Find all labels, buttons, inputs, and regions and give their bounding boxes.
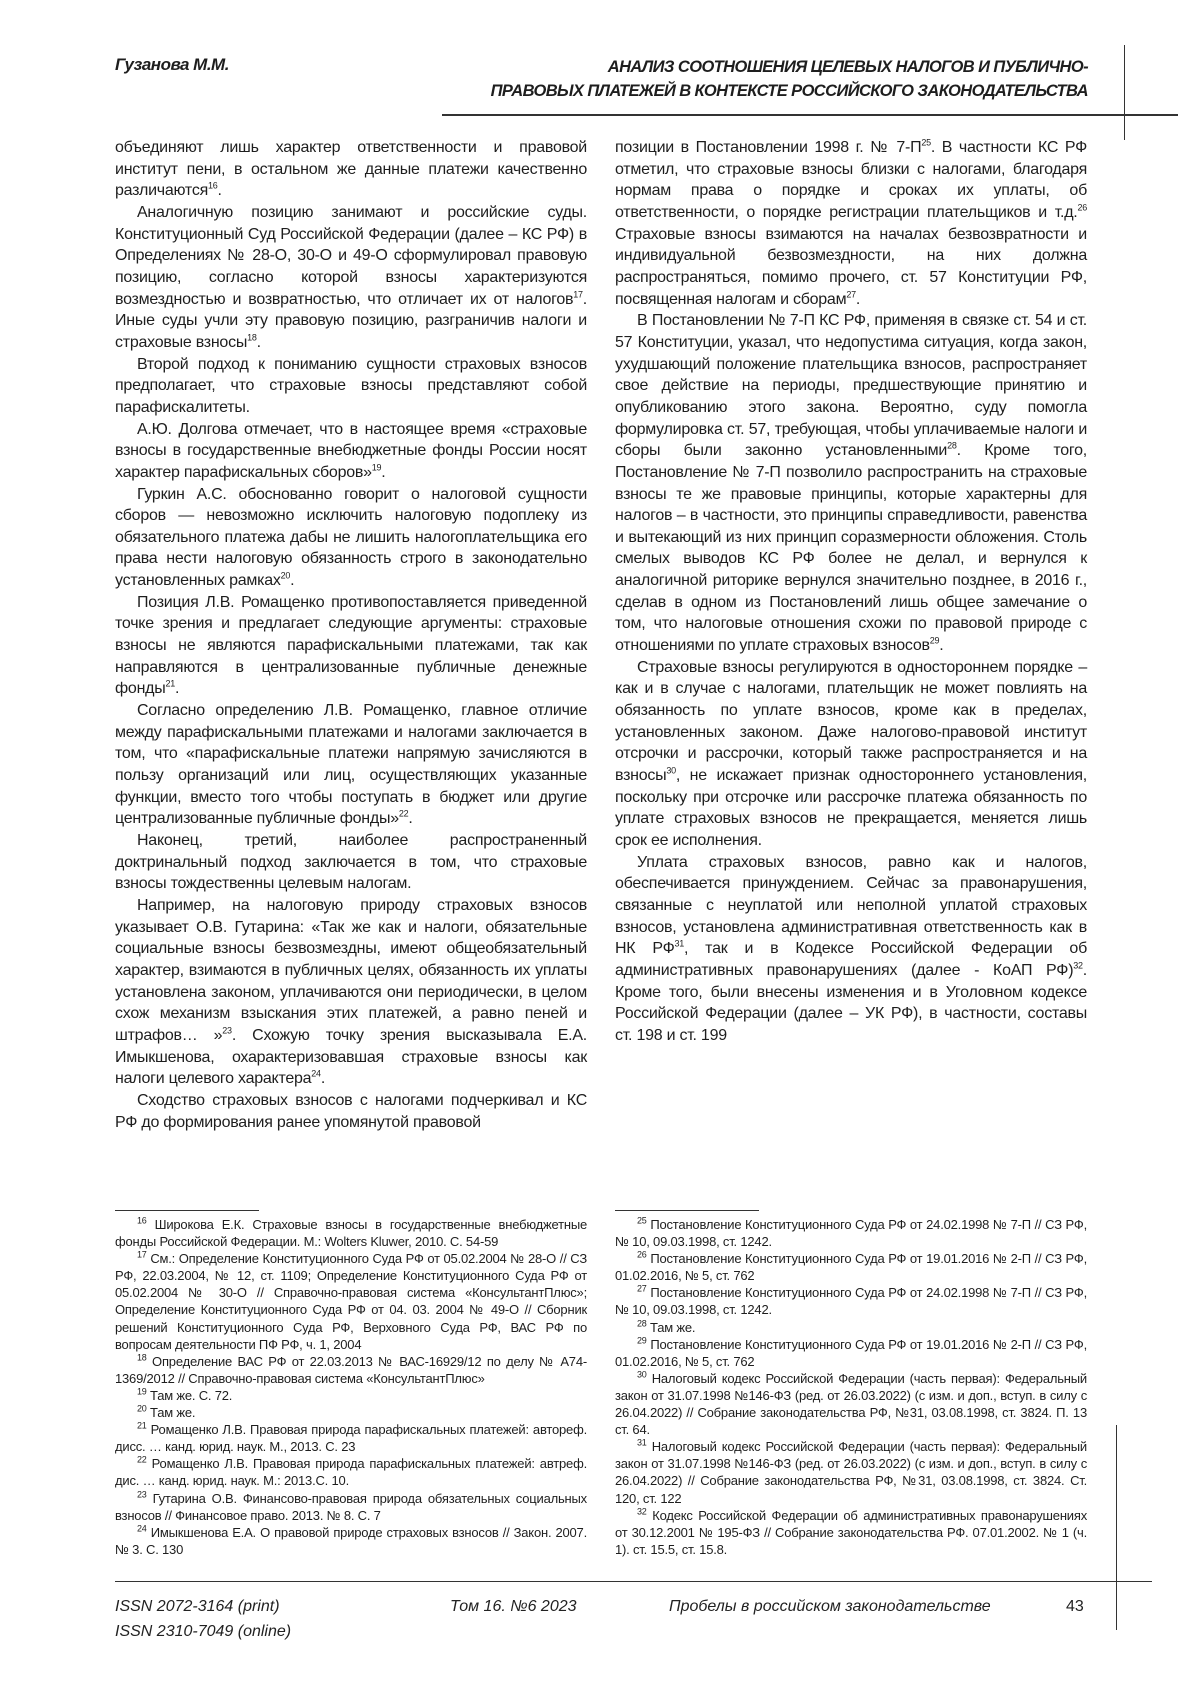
footnote — [115, 1524, 587, 1558]
paragraph-text: . В частности КС РФ отметил, что страховые взносы близки с налогами, благодаря нормам права о порядке и сроках их уплаты, об ответственности, о порядке регистрации плательщиков и т.д. — [615, 139, 1087, 221]
footnote — [115, 1421, 587, 1455]
footnote-number: 24 — [137, 1523, 147, 1533]
paragraph — [115, 137, 587, 202]
footnote — [115, 1216, 587, 1250]
left-column-body — [115, 137, 587, 1133]
footnote-ref: 24 — [311, 1069, 321, 1079]
footer-issn — [115, 1594, 291, 1644]
footnote-text: Имыкшенова Е.А. О правовой природе страховых взносов // Закон. 2007. № 3. С. 130 — [115, 1525, 587, 1557]
paragraph-text: . — [321, 1070, 325, 1087]
footnote-ref: 31 — [675, 939, 685, 949]
footnote — [115, 1250, 587, 1353]
footnote — [115, 1490, 587, 1524]
paragraph-text: . — [175, 680, 179, 697]
paragraph-text: . Иные суды учли эту правовую позицию, разграничив налоги и страховые взносы — [115, 291, 587, 351]
footnote — [615, 1284, 1087, 1318]
footnote-ref: 29 — [930, 636, 940, 646]
footnote-text: Ромащенко Л.В. Правовая природа парафискальных платежей: автореф. дисс. … канд. юрид. наук. М., 2013. С. 23 — [115, 1422, 587, 1454]
footnote-number: 28 — [637, 1318, 647, 1328]
footnote-text: Кодекс Российской Федерации об административных правонарушениях от 30.12.2001 № 195-ФЗ // Собрание законодательства РФ. 07.01.2002. № 1 (ч. 1). ст. 15.5, ст. 15.8. — [615, 1508, 1087, 1557]
footnote-number: 22 — [137, 1455, 147, 1465]
paragraph-text: Гуркин А.С. обоснованно говорит о налоговой сущности сборов — невозможно исключить налоговую подоплеку из обязательного платежа дабы не лишить налогоплательщика его права нести налоговую обязанность строго в законодательно установленных рамках — [115, 486, 587, 590]
paragraph — [115, 700, 587, 830]
footnote-ref: 21 — [165, 679, 175, 689]
footnote — [615, 1216, 1087, 1250]
paragraph — [115, 592, 587, 700]
paragraph — [115, 484, 587, 592]
footnote-number: 20 — [137, 1404, 147, 1414]
footnote-number: 19 — [137, 1387, 147, 1397]
header-rule — [442, 114, 1178, 116]
footnote-ref: 18 — [247, 333, 257, 343]
paragraph-text: . — [408, 810, 412, 827]
footnote-number: 18 — [137, 1352, 147, 1362]
issn-print: ISSN 2072-3164 (print) — [115, 1594, 291, 1619]
paragraph-text: . Схожую точку зрения высказывала Е.А. Имыкшенова, охарактеризовавшая страховые взносы как налоги целевого характера — [115, 1027, 587, 1087]
footnote-ref: 20 — [281, 571, 291, 581]
paragraph-text: , не искажает признак одностороннего установления, поскольку при отсрочке или рассрочке платежа обязанность по уплате страховых взносов не прекращается, меняется лишь срок ее исполнения. — [615, 767, 1087, 849]
paragraph-text: . — [218, 182, 222, 199]
footnote-ref: 19 — [372, 463, 382, 473]
footnote-text: Постановление Конституционного Суда РФ от 19.01.2016 № 2-П // СЗ РФ, 01.02.2016, № 5, ст. 762 — [615, 1337, 1087, 1369]
footer-volume: Том 16. №6 2023 — [450, 1594, 577, 1619]
paragraph — [115, 895, 587, 1090]
footnote-text: Определение ВАС РФ от 22.03.2013 № ВАС-16929/12 по делу № А74-1369/2012 // Справочно-правовая система «КонсультантПлюс» — [115, 1354, 587, 1386]
footnote-separator-left — [115, 1210, 259, 1211]
paragraph-text: . — [290, 572, 294, 589]
footnote-number: 32 — [637, 1506, 647, 1516]
title-line-2: ПРАВОВЫХ ПЛАТЕЖЕЙ В КОНТЕКСТЕ РОССИЙСКОГО ЗАКОНОДАТЕЛЬСТВА — [408, 79, 1088, 103]
footnote-text: Там же. — [650, 1320, 695, 1335]
footnote-ref: 32 — [1073, 961, 1083, 971]
footnote-text: Постановление Конституционного Суда РФ от 19.01.2016 № 2-П // СЗ РФ, 01.02.2016, № 5, ст. 762 — [615, 1251, 1087, 1283]
title-line-1: АНАЛИЗ СООТНОШЕНИЯ ЦЕЛЕВЫХ НАЛОГОВ И ПУБЛИЧНО- — [408, 55, 1088, 79]
footnote-ref: 17 — [573, 289, 583, 299]
paragraph — [615, 310, 1087, 657]
footnote-number: 21 — [137, 1421, 147, 1431]
paragraph-text: Второй подход к пониманию сущности страховых взносов предполагает, что страховые взносы представляют собой парафискалитеты. — [115, 356, 587, 416]
paragraph-text: . — [257, 334, 261, 351]
paragraph-text: Страховые взносы взимаются на началах безвозвратности и индивидуальной безвозмездности, на них должна распространяться, помимо прочего, ст. 57 Конституции РФ, посвященная налогам и сборам — [615, 226, 1087, 308]
footnotes-right — [615, 1216, 1087, 1558]
footnote-number: 29 — [637, 1335, 647, 1345]
paragraph-text: . Кроме того, Постановление № 7-П позволило распространить на страховые взносы те же правовые принципы, которые характерны для налогов – в частности, это принципы справедливости, равенства и вытекающий из них принцип соразмерности обложения. Столь смелых выводов КС РФ более не делал, и вернулся к аналогичной риторике вернулся значительно позднее, в 2016 г., сделав в одном из Постановлений лишь общее замечание о том, что налоговые отношения схожи по правовой природе с отношениями по уплате страховых взносов — [615, 442, 1087, 654]
paragraph — [115, 354, 587, 419]
paragraph-text: Сходство страховых взносов с налогами подчеркивал и КС РФ до формирования ранее упомянутой правовой — [115, 1092, 587, 1131]
right-column-body — [615, 137, 1087, 1047]
footnote — [615, 1370, 1087, 1438]
paragraph-text: Аналогичную позицию занимают и российские суды. Конституционный Суд Российской Федерации (далее – КС РФ) в Определениях № 28-О, 30-О и 49-О сформулировал правовую позицию, согласно которой взносы характеризуются возмездностью и возвратностью, что отличает их от налогов — [115, 204, 587, 308]
footnote-ref: 23 — [222, 1026, 232, 1036]
paragraph-text: . — [939, 637, 943, 654]
footnote-ref: 16 — [208, 181, 218, 191]
footnote — [115, 1404, 587, 1421]
footnote-text: Ромащенко Л.В. Правовая природа парафискальных платежей: автреф. дис. … канд. юрид. наук. М.: 2013.С. 10. — [115, 1456, 587, 1488]
footnote-ref: 30 — [666, 766, 676, 776]
footer-vertical-rule — [1116, 1425, 1117, 1630]
paragraph-text: Позиция Л.В. Ромащенко противопоставляется приведенной точке зрения и предлагает следующие аргументы: страховые взносы не являются парафискальными платежами, так как направляются в централизованные публичные денежные фонды — [115, 594, 587, 698]
footnote — [615, 1438, 1087, 1506]
paragraph-text: Уплата страховых взносов, равно как и налогов, обеспечивается принуждением. Сейчас за правонарушения, связанные с неуплатой или неполной уплатой страховых взносов, установлена административная ответственность как в НК РФ — [615, 854, 1087, 958]
footnote-text: Налоговый кодекс Российской Федерации (часть первая): Федеральный закон от 31.07.1998 №146-ФЗ (ред. от 26.03.2022) (с изм. и доп., вступ. в силу с 26.04.2022) // Собрание законодательства РФ, №31, 03.08.1998, ст. 3824. Ст. 120, ст. 122 — [615, 1439, 1087, 1505]
footnote-number: 23 — [137, 1489, 147, 1499]
footnote-text: См.: Определение Конституционного Суда РФ от 05.02.2004 № 28-О // СЗ РФ, 22.03.2004, № 12, ст. 1109; Определение Конституционного Суда РФ от 05.02.2004 № 30-О // Справочно-правовая система «КонсультантПлюс»; Определение Конституционного Суда РФ от 04. 03. 2004 № 49-О // Сборник решений Конституционного Суда РФ, Верховного Суда РФ, ВАС РФ по вопросам деятельности ПФ РФ, ч. 1, 2004 — [115, 1251, 587, 1351]
paragraph-text: Страховые взносы регулируются в одностороннем порядке – как и в случае с налогами, плательщик не может повлиять на обязанность по уплате взносов, кроме как в пределах, установленных законом. Даже налогово-правовой институт отсрочки и рассрочки, который также распространяется и на взносы — [615, 659, 1087, 784]
footnote — [615, 1319, 1087, 1336]
paragraph-text: Наконец, третий, наиболее распространенный доктринальный подход заключается в том, что страховые взносы тождественны целевым налогам. — [115, 832, 587, 892]
footer-rule — [115, 1581, 1152, 1582]
footnote-ref: 28 — [947, 441, 957, 451]
footer-journal-name: Пробелы в российском законодательстве — [669, 1594, 991, 1619]
paragraph — [615, 657, 1087, 852]
footnote-number: 26 — [637, 1250, 647, 1260]
footnote-ref: 26 — [1077, 203, 1087, 213]
paragraph-text: объединяют лишь характер ответственности и правовой институт пени, в остальном же данные платежи качественно различаются — [115, 139, 587, 199]
paragraph-text: . — [856, 291, 860, 308]
footnotes-left — [115, 1216, 587, 1558]
paragraph — [615, 137, 1087, 310]
paragraph — [115, 202, 587, 354]
paragraph-text: . — [381, 464, 385, 481]
page-number: 43 — [1066, 1594, 1084, 1619]
footnote-text: Там же. — [150, 1405, 195, 1420]
issn-online: ISSN 2310-7049 (online) — [115, 1619, 291, 1644]
footnote-number: 30 — [637, 1370, 647, 1380]
footnote-ref: 25 — [921, 138, 931, 148]
paragraph-text: Согласно определению Л.В. Ромащенко, главное отличие между парафискальными платежами и налогами заключается в том, что «парафискальные платежи напрямую зачисляются в пользу организаций или лиц, осуществляющих указанные функции, вместо того чтобы поступать в бюджет или другие централизованные публичные фонды» — [115, 702, 587, 827]
paragraph-text: . Кроме того, были внесены изменения и в Уголовном кодексе Российской Федерации (далее – УК РФ), в частности, составы ст. 198 и ст. 199 — [615, 962, 1087, 1044]
footnote-text: Постановление Конституционного Суда РФ от 24.02.1998 № 7-П // СЗ РФ, № 10, 09.03.1998, ст. 1242. — [615, 1285, 1087, 1317]
paragraph — [115, 830, 587, 895]
footnote — [115, 1387, 587, 1404]
paragraph-text: Например, на налоговую природу страховых взносов указывает О.В. Гутарина: «Так же как и налоги, обязательные социальные взносы безвозмездны, имеют общеобязательный характер, взимаются в публичных целях, обязанность их уплаты установлена законом, уплачиваются они периодически, в целом схож механизм взыскания этих платежей, а равно пеней и штрафов… » — [115, 897, 587, 1044]
footnote-number: 27 — [637, 1284, 647, 1294]
footnote-text: Налоговый кодекс Российской Федерации (часть первая): Федеральный закон от 31.07.1998 №146-ФЗ (ред. от 26.03.2022) (с изм. и доп., вступ. в силу с 26.04.2022) // Собрание законодательства РФ, №31, 03.08.1998, ст. 3824. П. 13 ст. 64. — [615, 1371, 1087, 1437]
footnote-number: 25 — [637, 1216, 647, 1226]
paragraph-text: , так и в Кодексе Российской Федерации об административных правонарушениях (далее - КоАП РФ) — [615, 940, 1087, 979]
footnote-ref: 27 — [846, 289, 856, 299]
footnote — [615, 1507, 1087, 1558]
running-header-author: Гузанова М.М. — [115, 55, 229, 75]
footnote-number: 31 — [637, 1438, 647, 1448]
running-header-title — [408, 55, 1088, 103]
footnote — [615, 1336, 1087, 1370]
paragraph-text: В Постановлении № 7-П КС РФ, применяя в связке ст. 54 и ст. 57 Конституции, указал, что недопустима ситуация, когда закон, ухудшающий положение плательщика взносов, распространяет свое действие на периоды, предшествующие принятию и опубликованию этого закона. Вероятно, суду помогла формулировка ст. 57, требующая, чтобы уплачиваемые налоги и сборы были законно установленными — [615, 312, 1087, 459]
footnote-text: Постановление Конституционного Суда РФ от 24.02.1998 № 7-П // СЗ РФ, № 10, 09.03.1998, ст. 1242. — [615, 1217, 1087, 1249]
paragraph-text: А.Ю. Долгова отмечает, что в настоящее время «страховые взносы в государственные внебюджетные фонды России носят характер парафискальных сборов» — [115, 421, 587, 481]
footnote-ref: 22 — [399, 809, 409, 819]
footnote — [615, 1250, 1087, 1284]
paragraph-text: позиции в Постановлении 1998 г. № 7-П — [615, 139, 921, 156]
footnote-text: Гутарина О.В. Финансово-правовая природа обязательных социальных взносов // Финансовое право. 2013. № 8. С. 7 — [115, 1491, 587, 1523]
footnote-number: 16 — [137, 1216, 147, 1226]
footnote — [115, 1455, 587, 1489]
paragraph — [615, 852, 1087, 1047]
paragraph — [115, 1090, 587, 1133]
header-vertical-rule — [1124, 45, 1125, 140]
footnote-number: 17 — [137, 1250, 147, 1260]
footnote — [115, 1353, 587, 1387]
footnote-text: Там же. С. 72. — [150, 1388, 232, 1403]
footnote-separator-right — [615, 1210, 759, 1211]
paragraph — [115, 419, 587, 484]
footnote-text: Широкова Е.К. Страховые взносы в государственные внебюджетные фонды Российской Федерации. М.: Wolters Kluwer, 2010. С. 54-59 — [115, 1217, 587, 1249]
